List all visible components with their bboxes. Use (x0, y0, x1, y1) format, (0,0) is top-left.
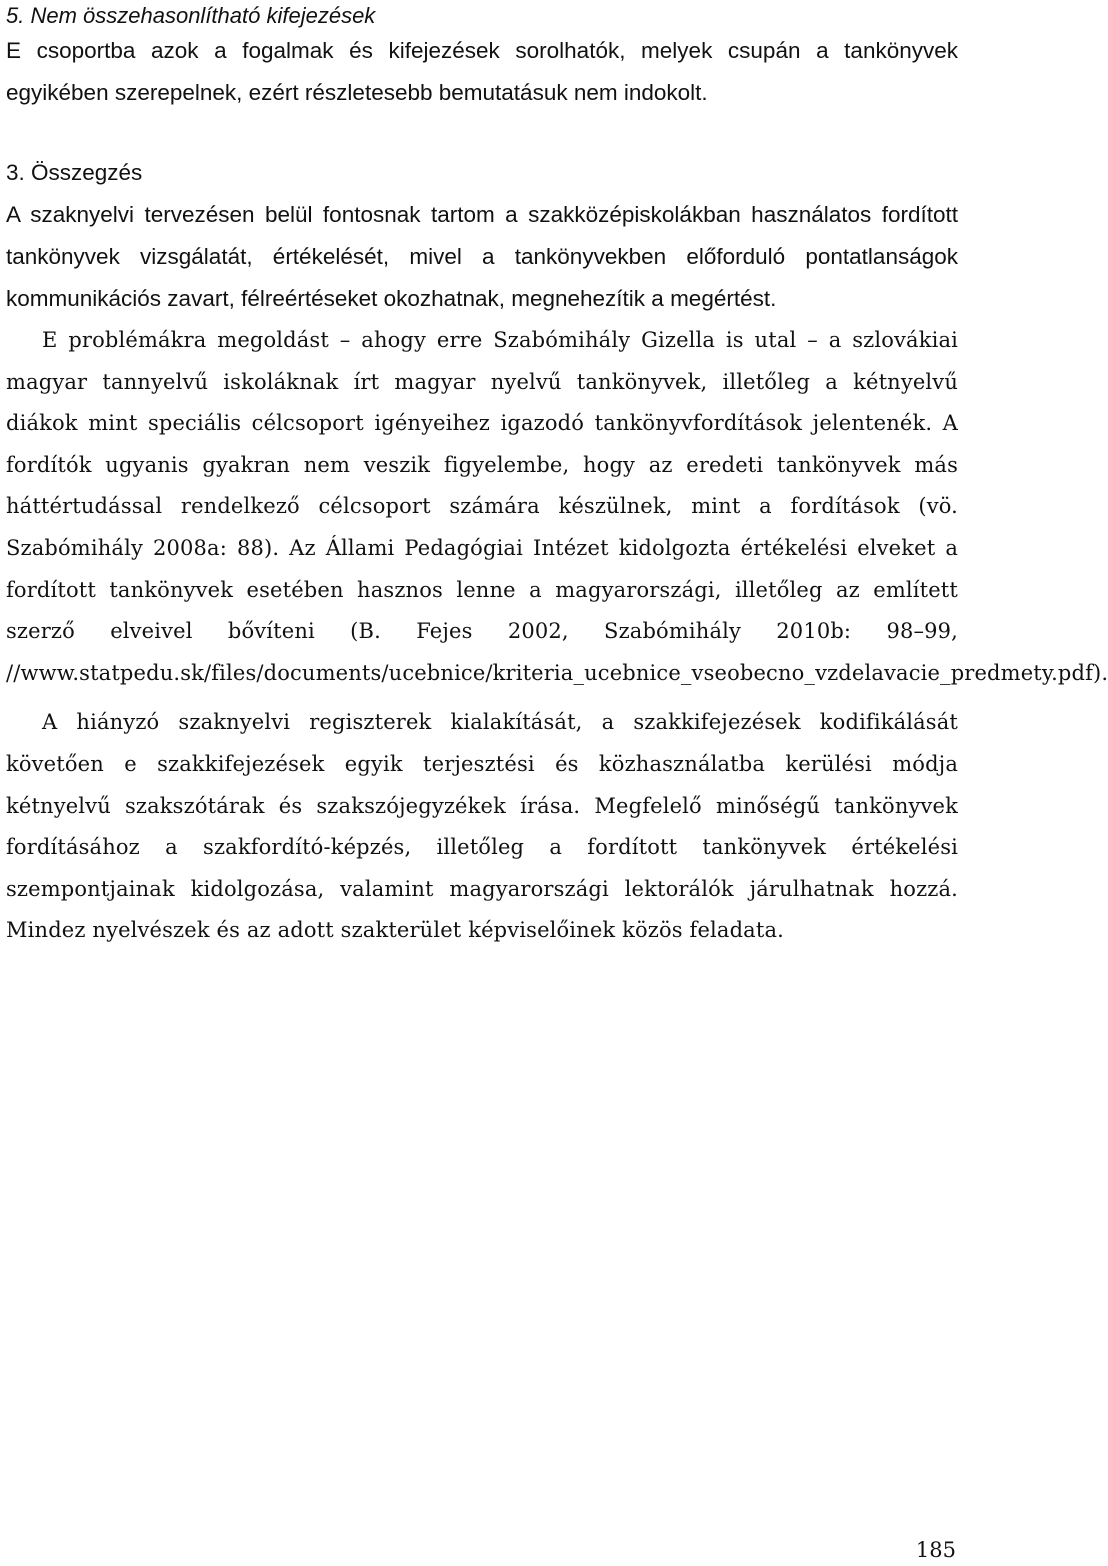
subsection-paragraph: E csoportba azok a fogalmak és kifejezések sorolhatók, melyek csupán a tankönyvek egyikében szerepelnek, ezért részletesebb bemutatásuk nem indokolt. (6, 38, 958, 105)
subsection-heading: 5. Nem összehasonlítható kifejezések (6, 3, 376, 28)
page-number: 185 (915, 1538, 956, 1562)
summary-paragraph-2: E problémákra megoldást – ahogy erre Szabómihály Gizella is utal – a szlovákiai magyar tannyelvű iskoláknak írt magyar nyelvű tankönyvek, illetőleg a kétnyelvű diákok mint speciális célcsoport igényeihez igazodó tankönyvfordítások jelentenék. A fordítók ugyanis gyakran nem veszik figyelembe, hogy az eredeti tankönyvek más háttértudással rendelkező célcsoport számára készülnek, mint a fordítások (vö. Szabómihály 2008a: 88). Az Állami Pedagógiai Intézet kidolgozta értékelési elveket a fordított tankönyvek esetében hasznos lenne a magyarországi, illetőleg az említett szerző elveivel bővíteni (B. Fejes 2002, Szabómihály 2010b: 98–99, //www.statpedu.sk/files/documents/ucebnice/kriteria_ucebnice_vseobecno_vzdelavacie_predmety.pdf). (6, 328, 1108, 685)
document-page (6, 0, 1108, 952)
section-title: 3. Összegzés (6, 160, 143, 185)
summary-paragraph-3: A hiányzó szaknyelvi regiszterek kialakítását, a szakkifejezések kodifikálását követően e szakkifejezések egyik terjesztési és közhasználatba kerülési módja kétnyelvű szakszótárak és szakszójegyzékek írása. Megfelelő minőségű tankönyvek fordításához a szakfordító-képzés, illetőleg a fordított tankönyvek értékelési szempontjainak kidolgozása, valamint magyarországi lektorálók járulhatnak hozzá. Mindez nyelvészek és az adott szakterület képviselőinek közös feladata. (6, 710, 958, 943)
summary-paragraph-1: A szaknyelvi tervezésen belül fontosnak tartom a szakközépiskolákban használatos fordított tankönyvek vizsgálatát, értékelését, mivel a tankönyvekben előforduló pontatlanságok kommunikációs zavart, félreértéseket okozhatnak, megnehezítik a megértést. (6, 202, 958, 311)
